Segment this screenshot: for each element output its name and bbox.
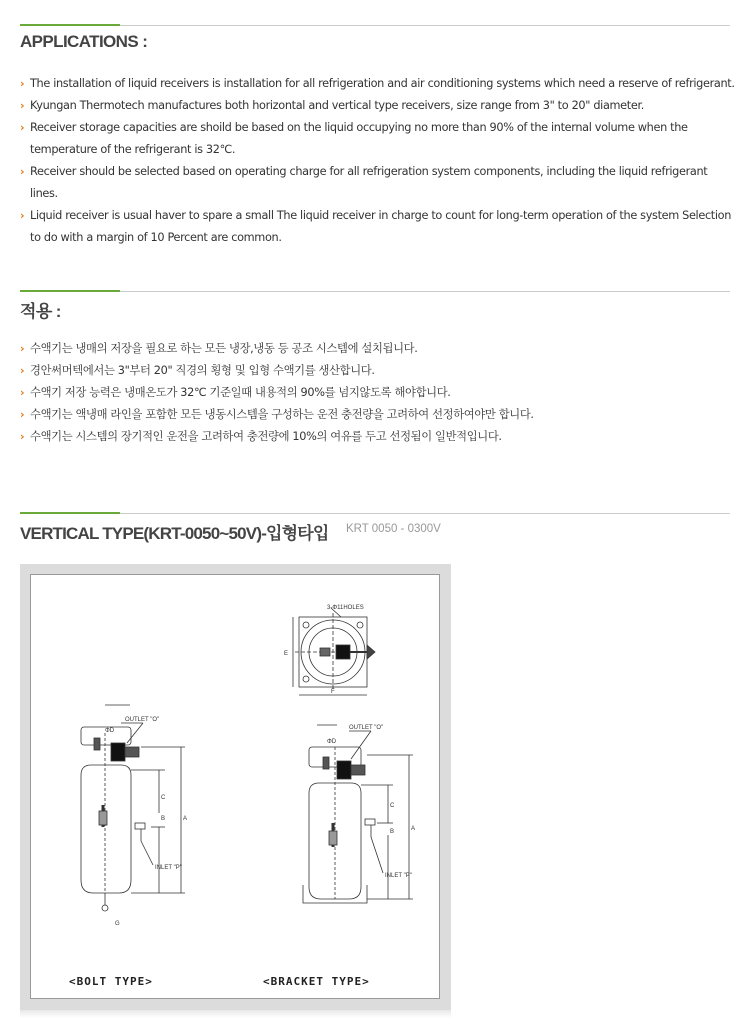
hole-icon [357,622,363,628]
vertical-subtitle: KRT 0050 - 0300V [346,523,441,535]
list-item [20,95,735,117]
list-item [20,382,735,404]
chevron-right-icon: › [20,364,25,377]
bolt-outlet-label: OUTLET "O" [125,717,160,723]
bolt-type-caption: <BOLT TYPE> [69,975,153,988]
list-item-text: Receiver storage capacities are shoild be based on the liquid occupying no more than 90% of the internal volume when the temperature of the refrigerant is 32℃. [30,121,688,156]
list-item [20,360,735,382]
chevron-right-icon: › [20,342,25,355]
bracket-dim-c: C [390,803,395,809]
list-item-text: Kyungan Thermotech manufactures both horizontal and vertical type receivers, size range from 3" to 20" diameter. [30,99,644,112]
chevron-right-icon: › [20,386,25,399]
vertical-title: VERTICAL TYPE(KRT-0050~50V)-입형타입 [20,524,329,543]
bolt-dim-c: C [161,795,166,801]
list-item-text: 수액기는 냉매의 저장을 필요로 하는 모든 냉장,냉동 등 공조 시스템에 설치됩니다. [30,342,418,355]
bolt-phid-label: ΦD [105,728,115,734]
bolt-dim-b: B [161,816,166,822]
bolt-dim-a: A [183,816,188,822]
list-item [20,161,735,205]
applications-heading: APPLICATIONS : [20,32,148,51]
bracket-type-caption: <BRACKET TYPE> [263,975,370,988]
rule-accent [20,512,120,514]
list-item-text: Receiver should be selected based on operating charge for all refrigeration system components, including the liquid refrigerant lines. [30,165,708,200]
holes-label: 3-Φ11HOLES [327,605,364,611]
bolt-inlet-label: INLET "P" [155,865,182,871]
bracket-inlet-label: INLET "P" [385,873,412,879]
rule-accent [20,24,120,26]
list-item [20,404,735,426]
list-item-text: The installation of liquid receivers is installation for all refrigeration and air conditioning systems which need a reserve of refrigerant. [30,77,735,90]
list-item-text: Liquid receiver is usual haver to spare a small The liquid receiver in charge to count for long-term operation of the system Selection to do with a margin of 10 Percent are common. [30,209,732,244]
list-item [20,426,735,448]
list-item [20,73,735,95]
bracket-dim-a: A [411,826,416,832]
applications-rule [20,25,730,26]
list-item-text: 수액기 저장 능력은 냉매온도가 32℃ 기준일때 내용적의 90%를 넘지않도록 해야합니다. [30,386,451,399]
list-item [20,338,735,360]
drawing-svg [31,575,441,1000]
list-item-text: 경안써머텍에서는 3"부터 20" 직경의 횡형 및 입형 수액기를 생산합니다. [30,364,375,377]
frame-shadow [20,1010,451,1018]
rule-accent [20,290,120,292]
bolt-vessel-body [81,765,131,893]
chevron-right-icon: › [20,77,25,90]
korean-heading: 적용 : [20,302,61,321]
bracket-outlet-label: OUTLET "O" [349,725,384,731]
chevron-right-icon: › [20,99,25,112]
bracket-phid-label: ΦD [327,739,337,745]
technical-drawing-frame [20,564,451,1010]
bolt-dim-g: G [115,921,120,927]
list-item [20,117,735,161]
list-item-text: 수액기는 시스템의 장기적인 운전을 고려하여 충전량에 10%의 여유를 두고 선정됨이 일반적입니다. [30,430,502,443]
chevron-right-icon: › [20,408,25,421]
applications-list [20,73,735,249]
chevron-right-icon: › [20,209,25,222]
chevron-right-icon: › [20,165,25,178]
korean-rule [20,291,730,292]
technical-drawing [30,574,440,999]
hole-icon [303,622,309,628]
dim-f-label: F [331,689,335,695]
hole-icon [303,676,309,682]
chevron-right-icon: › [20,430,25,443]
bracket-dim-b: B [390,829,395,835]
korean-list [20,338,735,448]
list-item [20,205,735,249]
vertical-rule [20,513,730,514]
chevron-right-icon: › [20,121,25,134]
dim-e-label: E [284,651,289,657]
list-item-text: 수액기는 액냉매 라인을 포함한 모든 냉동시스템을 구성하는 운전 충전량을 고려하여 선정하여야만 합니다. [30,408,534,421]
